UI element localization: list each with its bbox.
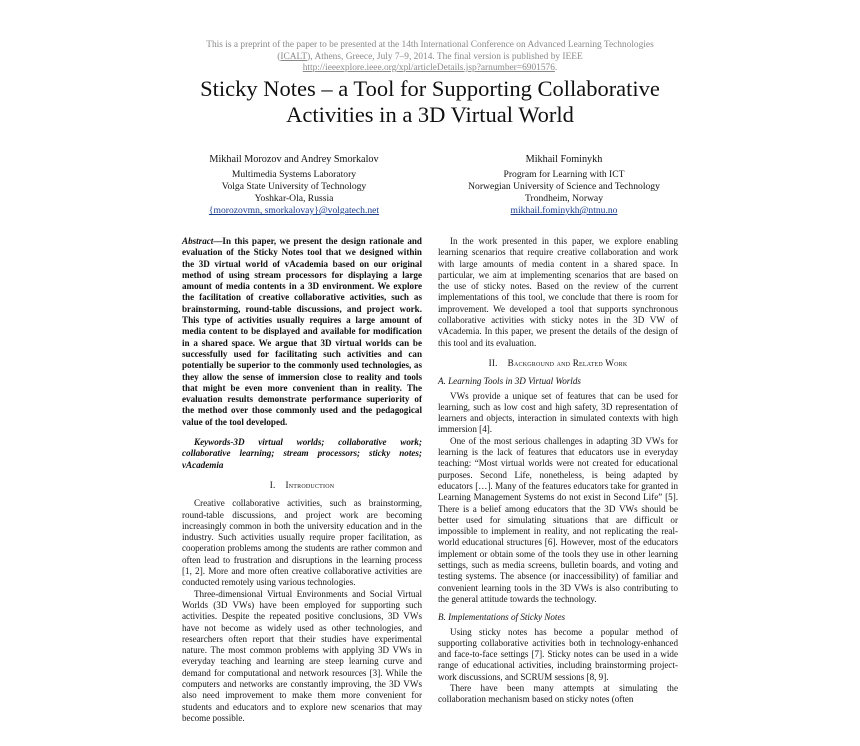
paragraph: Creative collaborative activities, such as brainstorming, round-table discussions, and project work are becoming increasingly common in both the university education and in the industry. Such activities usually require proper facilitation, as cooperation problems among the students are rather common and often lead to frustration and disruptions in the learning process [1, 2]. More and more often creative collaborative activities are conducted remotely using various technologies. xyxy=(182,498,422,588)
keywords: Keywords-3D virtual worlds; collaborative work; collaborative learning; stream processors; sticky notes; vAcademia xyxy=(182,437,422,470)
preprint-line2: ), Athens, Greece, July 7–9, 2014. The final version is published by IEEE xyxy=(307,51,583,62)
abstract-text: —In this paper, we present the design rationale and evaluation of the Sticky Notes tool that we designed within the 3D virtual world of vAcademia based on our original method of using stream processors for displaying a large amount of media contents in a 3D environment. We explore the facilitation of creative collaborative activities, such as brainstorming, round-table discussions, and project work. This type of activities usually requires a large amount of media content to be displayed and available for modification in a shared space. We argue that 3D virtual worlds can be successfully used for facilitating such activities and can potentially be superior to the commonly used technologies, as they allow the sense of immersion close to reality and tools that might be even more convenient than in reality. The evaluation results demonstrate performance superiority of the method over those commonly used and the pedagogical value of the tool developed. xyxy=(182,236,422,427)
right-column xyxy=(438,236,678,706)
author-email-link[interactable]: mikhail.fominykh@ntnu.no xyxy=(510,205,618,216)
ieee-xplore-link[interactable]: http://ieeexplore.ieee.org/xpl/articleDetails.jsp?arnumber=6901576 xyxy=(302,63,555,73)
section-heading-background: II. Background and Related Work xyxy=(488,357,628,368)
paragraph: Three-dimensional Virtual Environments and Social Virtual Worlds (3D VWs) have been employed for supporting such activities. Despite the repeated positive conclusions, 3D VWs have not become as widely used as other technologies, and researchers often report that their studies have experimental nature. The most common problems with applying 3D VWs in everyday teaching and learning are steep learning curve and demand for computational and network resources [3]. While the computers and networks are constantly improving, the 3D VWs also need improvement to make them more convenient for students and educators and to explore new scenarios that may become possible. xyxy=(182,588,422,723)
author-affiliation: Program for Learning with ICT xyxy=(503,169,625,180)
abstract-lead: Abstract xyxy=(182,236,214,246)
title-line1: Sticky Notes – a Tool for Supporting Collaborative xyxy=(200,76,660,101)
paper-title xyxy=(120,76,740,128)
subsection-heading-sticky-notes: B. Implementations of Sticky Notes xyxy=(438,612,566,623)
abstract xyxy=(182,236,422,428)
title-line2: Activities in a 3D Virtual World xyxy=(286,102,574,127)
author-block-left xyxy=(144,154,444,217)
author-name: Mikhail Morozov and Andrey Smorkalov xyxy=(209,154,379,165)
paragraph: There have been many attempts at simulating the collaboration mechanism based on sticky notes (often xyxy=(438,682,678,705)
author-name: Mikhail Fominykh xyxy=(525,154,603,165)
paragraph: One of the most serious challenges in adapting 3D VWs for learning is the lack of features that educators use in everyday teaching: “Most virtual worlds were not created for educational purposes. Second Life, nonetheless, is being adapted by educators […]. Many of the features educators take for granted in Learning Management Systems do not exist in Second Life” [5]. There is a belief among educators that the 3D VWs should be better used for simulating situations that are difficult or impossible to implement in reality, and not replicating the real-world educational structures [6]. However, most of the educators implement or obtain some of the tools they use in other learning settings, such as media screens, bulletin boards, and voting and testing systems. The absence (or inaccessibility) of familiar and convenient learning tools in the 3D VWs is also contributing to the general attitude towards the technology. xyxy=(438,435,678,604)
author-block-right xyxy=(414,154,714,217)
subsection-heading-learning-tools: A. Learning Tools in 3D Virtual Worlds xyxy=(438,376,581,387)
paragraph: VWs provide a unique set of features that can be used for learning, such as low cost and high safety, 3D representation of learners and objects, interaction in simulated contexts with high immersion [4]. xyxy=(438,390,678,435)
section-heading-introduction: I. Introduction xyxy=(269,479,335,490)
left-column xyxy=(182,236,422,724)
author-city: Trondheim, Norway xyxy=(525,193,603,204)
author-email-link[interactable]: {morozovmn, smorkalovay}@volgatech.net xyxy=(208,205,380,216)
author-city: Yoshkar-Ola, Russia xyxy=(254,193,334,204)
author-affiliation: Multimedia Systems Laboratory xyxy=(231,169,357,180)
author-university: Volga State University of Technology xyxy=(221,181,367,192)
icalt-link[interactable]: ICALT xyxy=(280,51,308,62)
preprint-line1: This is a preprint of the paper to be presented at the 14th International Conference on Advanced Learning Technologies xyxy=(206,40,654,50)
paragraph: In the work presented in this paper, we explore enabling learning scenarios that require creative collaboration and work with large amounts of media content in a shared space. In particular, we aim at implementing scenarios that are based on the use of sticky notes. Based on the review of the current implementations of this tool, we conclude that there is room for improvement. We developed a tool that supports synchronous collaborative activities with sticky notes in the 3D VW of vAcademia. In this paper, we present the details of the design of this tool and its evaluation. xyxy=(438,236,678,348)
author-university: Norwegian University of Science and Technology xyxy=(468,181,660,192)
preprint-notice: This is a preprint of the paper to be presented at the 14th International Conference on Advanced Learning Technologies (ICALT), Athens, Greece, July 7–9, 2014. The final version is published by IEEE http://ieeexplore.ieee.org/xpl/articleDetails.jsp?arnumber=6901576. xyxy=(206,40,654,73)
paragraph: Using sticky notes has become a popular method of supporting collaborative activities both in technology-enhanced and face-to-face settings [7]. Sticky notes can be used in a wide range of educational activities, including brainstorming project-work discussions, and SCRUM sessions [8, 9]. xyxy=(438,626,678,682)
